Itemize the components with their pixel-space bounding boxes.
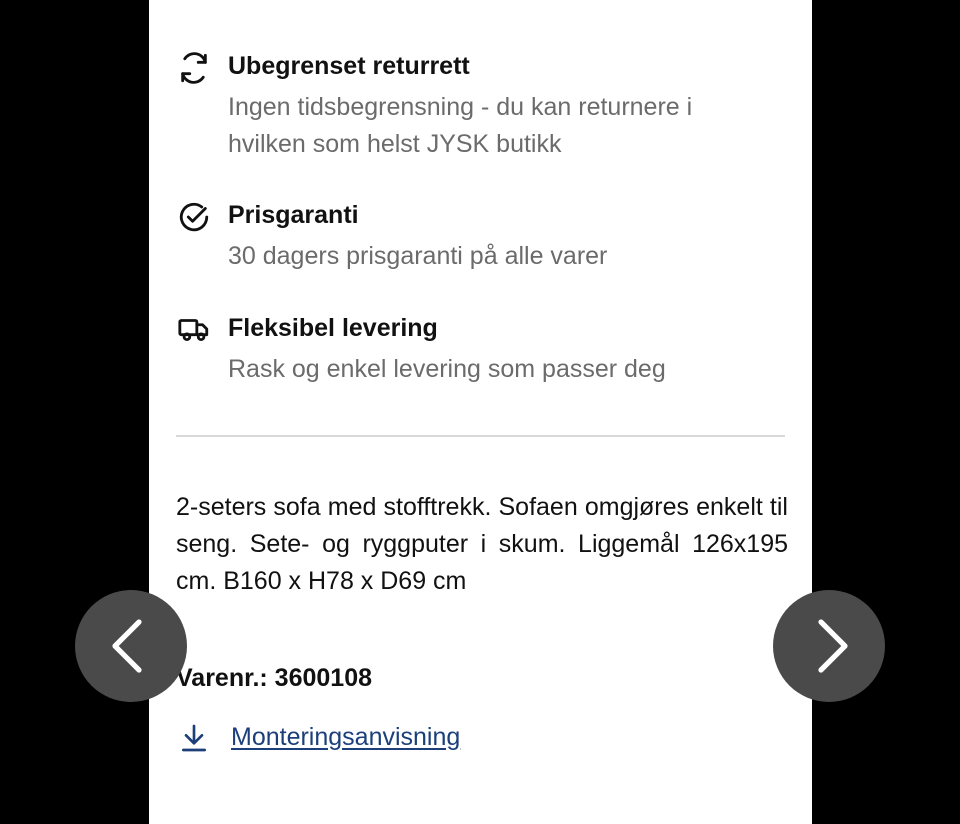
feature-description: Ingen tidsbegrensning - du kan returnere i hvilken som helst JYSK butikk <box>228 93 693 158</box>
previous-button[interactable] <box>75 590 187 702</box>
product-sku: Varenr.: 3600108 <box>176 664 372 692</box>
refresh-icon <box>177 51 211 85</box>
product-description: 2-seters sofa med stofftrekk. Sofaen omgjøres enkelt til seng. Sete- og ryggputer i skum. Liggemål 126x195 cm. B160 x H78 x D69 cm <box>176 493 788 595</box>
next-button[interactable] <box>773 590 885 702</box>
section-divider <box>176 435 785 437</box>
chevron-right-icon <box>813 618 853 674</box>
download-icon[interactable] <box>178 721 210 755</box>
feature-title: Ubegrenset returrett <box>228 52 470 80</box>
assembly-download[interactable] <box>176 718 536 758</box>
chevron-left-icon <box>107 618 147 674</box>
assembly-instructions-link[interactable]: Monteringsanvisning <box>231 723 461 751</box>
feature-description: Rask og enkel levering som passer deg <box>228 355 666 383</box>
delivery-truck-icon <box>177 312 211 346</box>
feature-title: Prisgaranti <box>228 201 359 229</box>
check-circle-icon <box>177 200 211 234</box>
feature-description: 30 dagers prisgaranti på alle varer <box>228 242 608 270</box>
feature-title: Fleksibel levering <box>228 314 438 342</box>
product-info-panel <box>149 0 812 824</box>
